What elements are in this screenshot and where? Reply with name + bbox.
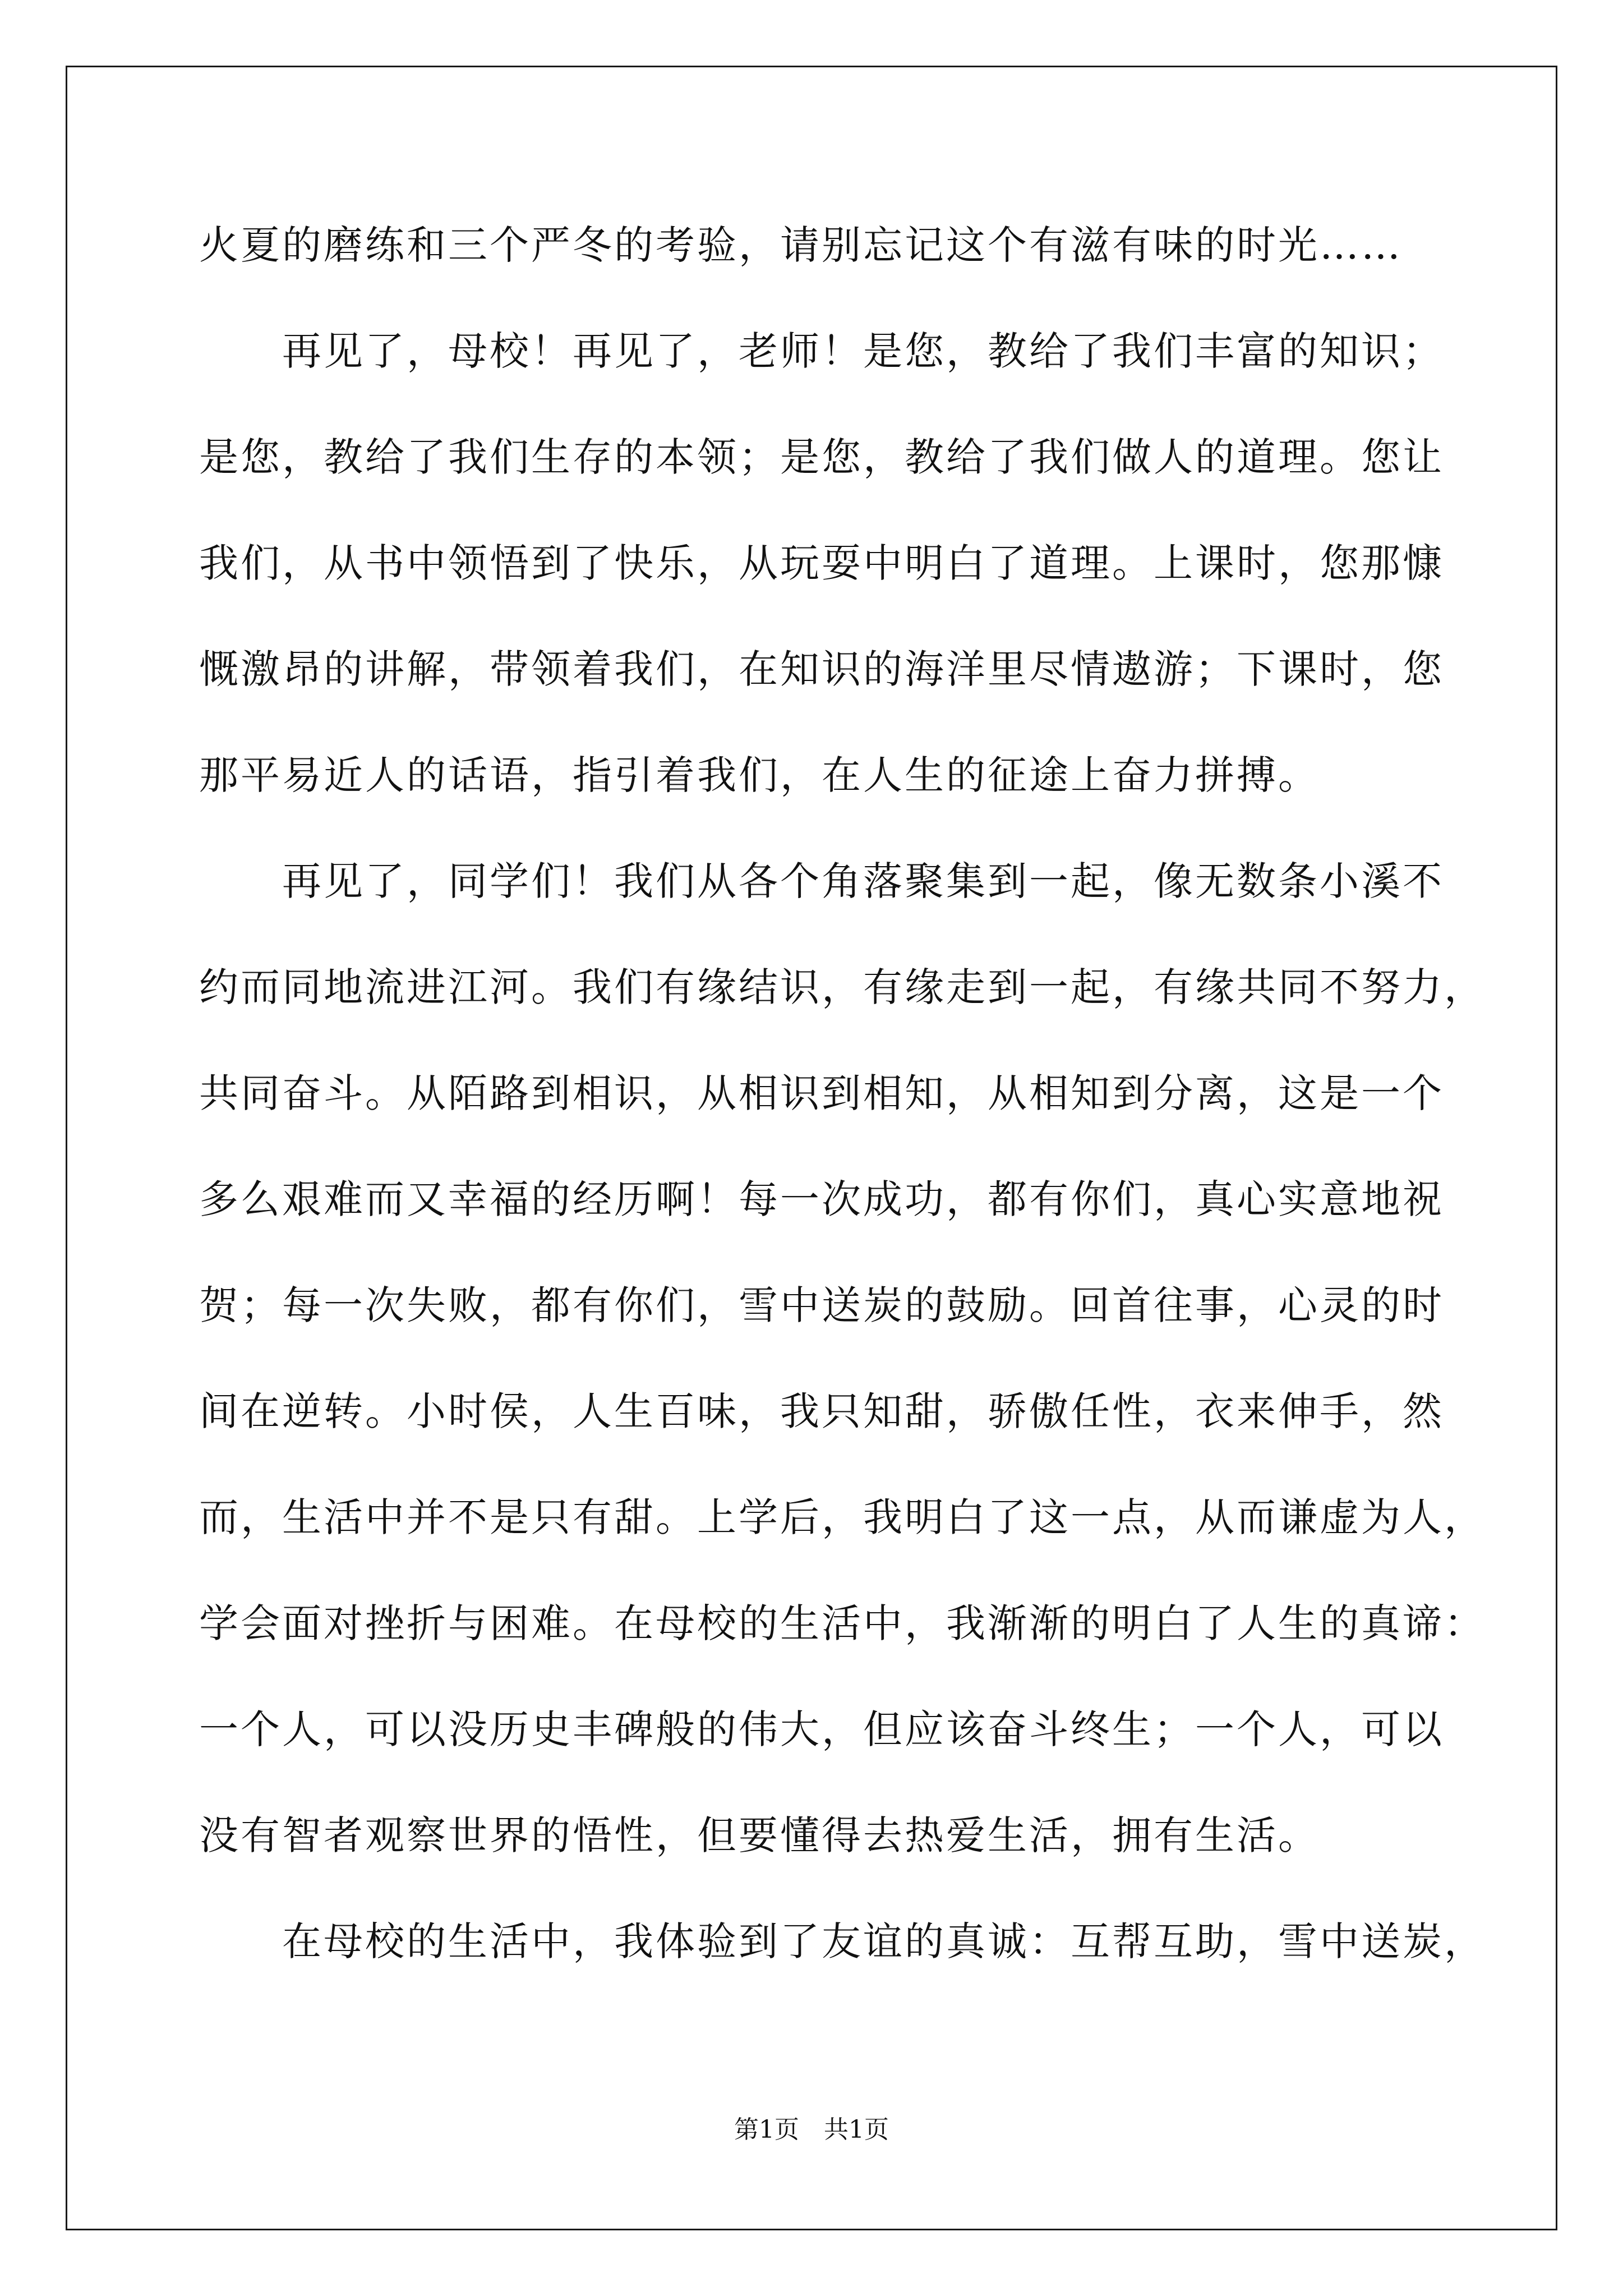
text-line: 再见了，同学们！我们从各个角落聚集到一起，像无数条小溪不: [199, 858, 1444, 904]
text-line: 共同奋斗。从陌路到相识，从相识到相知，从相知到分离，这是一个: [199, 1070, 1444, 1116]
text-line: 我们，从书中领悟到了快乐，从玩耍中明白了道理。上课时，您那慷: [199, 540, 1444, 586]
text-line: 在母校的生活中，我体验到了友谊的真诚：互帮互助，雪中送炭，: [199, 1918, 1486, 1964]
text-line: 那平易近人的话语，指引着我们，在人生的征途上奋力拼搏。: [199, 752, 1320, 798]
page-number-footer: 第1页 共1页: [734, 2115, 889, 2144]
text-line: 间在逆转。小时侯，人生百味，我只知甜，骄傲任性，衣来伸手，然: [199, 1388, 1444, 1434]
text-line: 是您，教给了我们生存的本领；是您，教给了我们做人的道理。您让: [199, 434, 1444, 480]
text-line: 学会面对挫折与困难。在母校的生活中，我渐渐的明白了人生的真谛：: [199, 1600, 1486, 1646]
text-line: 约而同地流进江河。我们有缘结识，有缘走到一起，有缘共同不努力，: [199, 964, 1486, 1010]
text-line: 慨激昂的讲解，带领着我们，在知识的海洋里尽情遨游；下课时，您: [199, 646, 1444, 692]
text-line: 多么艰难而又幸福的经历啊！每一次成功，都有你们，真心实意地祝: [199, 1176, 1444, 1222]
text-line: 再见了，母校！再见了，老师！是您，教给了我们丰富的知识；: [199, 328, 1444, 374]
text-line: 贺；每一次失败，都有你们，雪中送炭的鼓励。回首往事，心灵的时: [199, 1282, 1444, 1328]
text-line: 没有智者观察世界的悟性，但要懂得去热爱生活，拥有生活。: [199, 1812, 1320, 1858]
document-body: [199, 219, 1486, 2021]
text-line: 火夏的磨练和三个严冬的考验，请别忘记这个有滋有味的时光……: [199, 222, 1403, 268]
text-line: 而，生活中并不是只有甜。上学后，我明白了这一点，从而谦虚为人，: [199, 1494, 1486, 1540]
text-line: 一个人，可以没历史丰碑般的伟大，但应该奋斗终生；一个人，可以: [199, 1706, 1444, 1752]
